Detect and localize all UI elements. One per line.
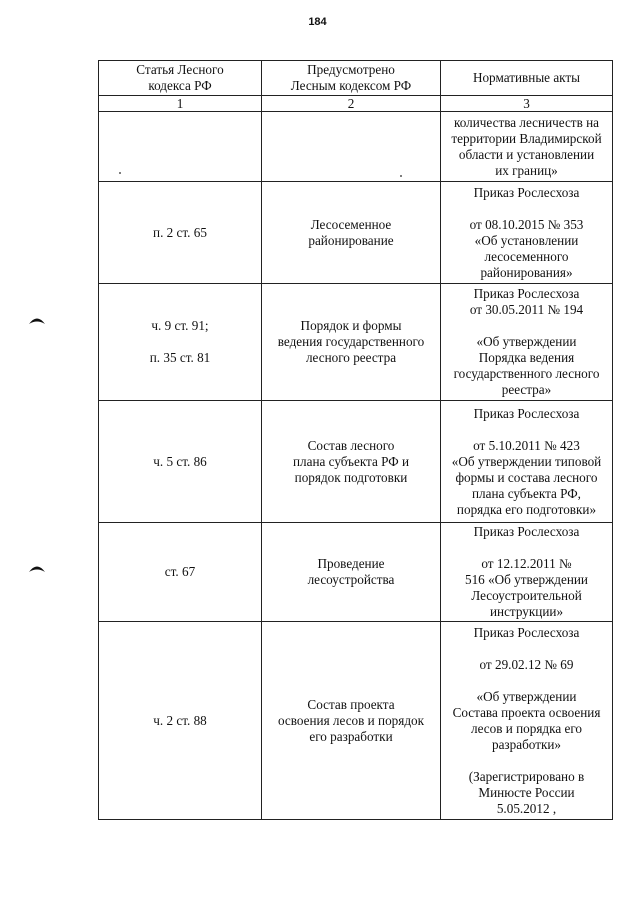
- acts-cell: [441, 523, 613, 622]
- cell-text-line: Состав проекта: [307, 696, 395, 712]
- subject-cell: [262, 182, 441, 284]
- header-line: Статья Лесного: [136, 62, 224, 77]
- cell-text-line: Лесосеменное: [310, 216, 392, 232]
- cell-text-line: разработки»: [491, 736, 562, 752]
- cell-text-line: области и установлении: [458, 146, 595, 162]
- header-line: Предусмотрено: [307, 62, 395, 77]
- subject-cell: [262, 622, 441, 820]
- cell-text-line: [445, 673, 608, 689]
- cell-text-line: Минюсте России: [478, 784, 575, 800]
- cell-text-line: территории Владимирской: [451, 130, 602, 146]
- cell-text-line: Приказ Рослесхоза: [473, 286, 580, 301]
- cell-text-line: Приказ Рослесхоза: [473, 184, 580, 200]
- cell-text-line: лесоустройства: [307, 572, 395, 587]
- cell-text-line: [445, 641, 608, 657]
- cell-text-line: 516 «Об утверждении: [464, 572, 588, 587]
- header-line: Лесным кодексом РФ: [290, 78, 412, 93]
- binding-hole-mark: [28, 563, 46, 573]
- cell-text-line: «Об утверждении типовой: [451, 453, 602, 469]
- table-row: [99, 401, 613, 523]
- cell-text-line: реестра»: [501, 382, 552, 397]
- cell-text-line: ч. 2 ст. 88: [153, 712, 207, 728]
- acts-cell: [441, 112, 613, 182]
- acts-cell: [441, 401, 613, 523]
- article-cell: [99, 622, 262, 820]
- cell-text-line: «Об утверждении: [476, 334, 577, 349]
- article-cell: [99, 523, 262, 622]
- cell-text-line: лесосеменного: [484, 248, 569, 264]
- subject-cell: [262, 401, 441, 523]
- subject-cell: [262, 112, 441, 182]
- article-cell: [99, 182, 262, 284]
- cell-text-line: от 30.05.2011 № 194: [469, 302, 584, 317]
- cell-text-line: ведения государственного: [277, 334, 425, 349]
- header-line: Нормативные акты: [472, 70, 581, 85]
- column-number: 3: [441, 96, 613, 112]
- cell-text-line: (Зарегистрировано в: [468, 768, 585, 784]
- header-line: кодекса РФ: [148, 78, 212, 93]
- article-cell: [99, 284, 262, 401]
- cell-text-line: Приказ Рослесхоза: [473, 624, 580, 640]
- cell-text-line: [103, 334, 257, 350]
- cell-text-line: Приказ Рослесхоза: [473, 524, 580, 539]
- cell-text-line: Состав лесного: [307, 437, 395, 453]
- cell-text-line: [445, 318, 608, 334]
- table-row: [99, 182, 613, 284]
- cell-text-line: [445, 540, 608, 556]
- acts-cell: [441, 284, 613, 401]
- table-row: [99, 284, 613, 401]
- cell-text-line: п. 35 ст. 81: [149, 350, 211, 365]
- cell-text-line: лесного реестра: [305, 350, 397, 365]
- table-header-row: [99, 61, 613, 96]
- cell-text-line: ч. 5 ст. 86: [153, 453, 207, 469]
- acts-cell: [441, 622, 613, 820]
- cell-text-line: районирования»: [480, 264, 573, 280]
- cell-text-line: 5.05.2012 ,: [496, 800, 557, 816]
- cell-text-line: Порядок и формы: [300, 318, 402, 333]
- cell-text-line: [445, 753, 608, 769]
- column-number: 2: [262, 96, 441, 112]
- column-number-row: [99, 96, 613, 112]
- cell-text-line: формы и состава лесного: [455, 469, 598, 485]
- cell-text-line: Проведение: [317, 556, 385, 571]
- header-acts: [441, 61, 613, 96]
- page-number: 184: [308, 16, 327, 28]
- cell-text-line: их границ»: [495, 162, 558, 178]
- cell-text-line: плана субъекта РФ,: [472, 485, 581, 501]
- cell-text-line: инструкции»: [489, 604, 564, 619]
- cell-text-line: ст. 67: [164, 564, 196, 579]
- cell-text-line: количества лесничеств на: [453, 114, 600, 130]
- cell-text-line: «Об утверждении: [476, 688, 577, 704]
- cell-text-line: освоения лесов и порядок: [277, 712, 425, 728]
- cell-text-line: районирование: [308, 232, 394, 248]
- cell-text-line: [445, 422, 608, 438]
- table-row: [99, 622, 613, 820]
- binding-hole-mark: [28, 315, 46, 325]
- cell-text-line: Лесоустроительной: [471, 588, 582, 603]
- cell-text-line: от 5.10.2011 № 423: [473, 437, 580, 453]
- cell-text-line: лесов и порядка его: [471, 720, 582, 736]
- cell-text-line: от 12.12.2011 №: [481, 556, 572, 571]
- acts-cell: [441, 182, 613, 284]
- header-article: [99, 61, 262, 96]
- cell-text-line: порядка его подготовки»: [456, 501, 597, 517]
- cell-text-line: [445, 201, 608, 217]
- cell-text-line: порядок подготовки: [294, 469, 408, 485]
- header-provision: [262, 61, 441, 96]
- column-number: 1: [99, 96, 262, 112]
- article-cell: [99, 401, 262, 523]
- cell-text-line: Состава проекта освоения: [452, 704, 601, 720]
- table-row: [99, 523, 613, 622]
- cell-text-line: «Об установлении: [474, 232, 579, 248]
- normative-acts-table: [98, 60, 613, 820]
- subject-cell: [262, 523, 441, 622]
- cell-text-line: Приказ Рослесхоза: [473, 405, 580, 421]
- subject-cell: [262, 284, 441, 401]
- table-row: [99, 112, 613, 182]
- cell-text-line: ч. 9 ст. 91;: [151, 318, 209, 333]
- cell-text-line: от 08.10.2015 № 353: [469, 216, 584, 232]
- cell-text-line: плана субъекта РФ и: [292, 453, 410, 469]
- cell-text-line: п. 2 ст. 65: [153, 224, 207, 240]
- cell-text-line: Порядка ведения: [478, 350, 575, 365]
- cell-text-line: его разработки: [309, 728, 393, 744]
- cell-text-line: от 29.02.12 № 69: [479, 656, 574, 672]
- article-cell: [99, 112, 262, 182]
- cell-text-line: государственного лесного: [453, 366, 600, 381]
